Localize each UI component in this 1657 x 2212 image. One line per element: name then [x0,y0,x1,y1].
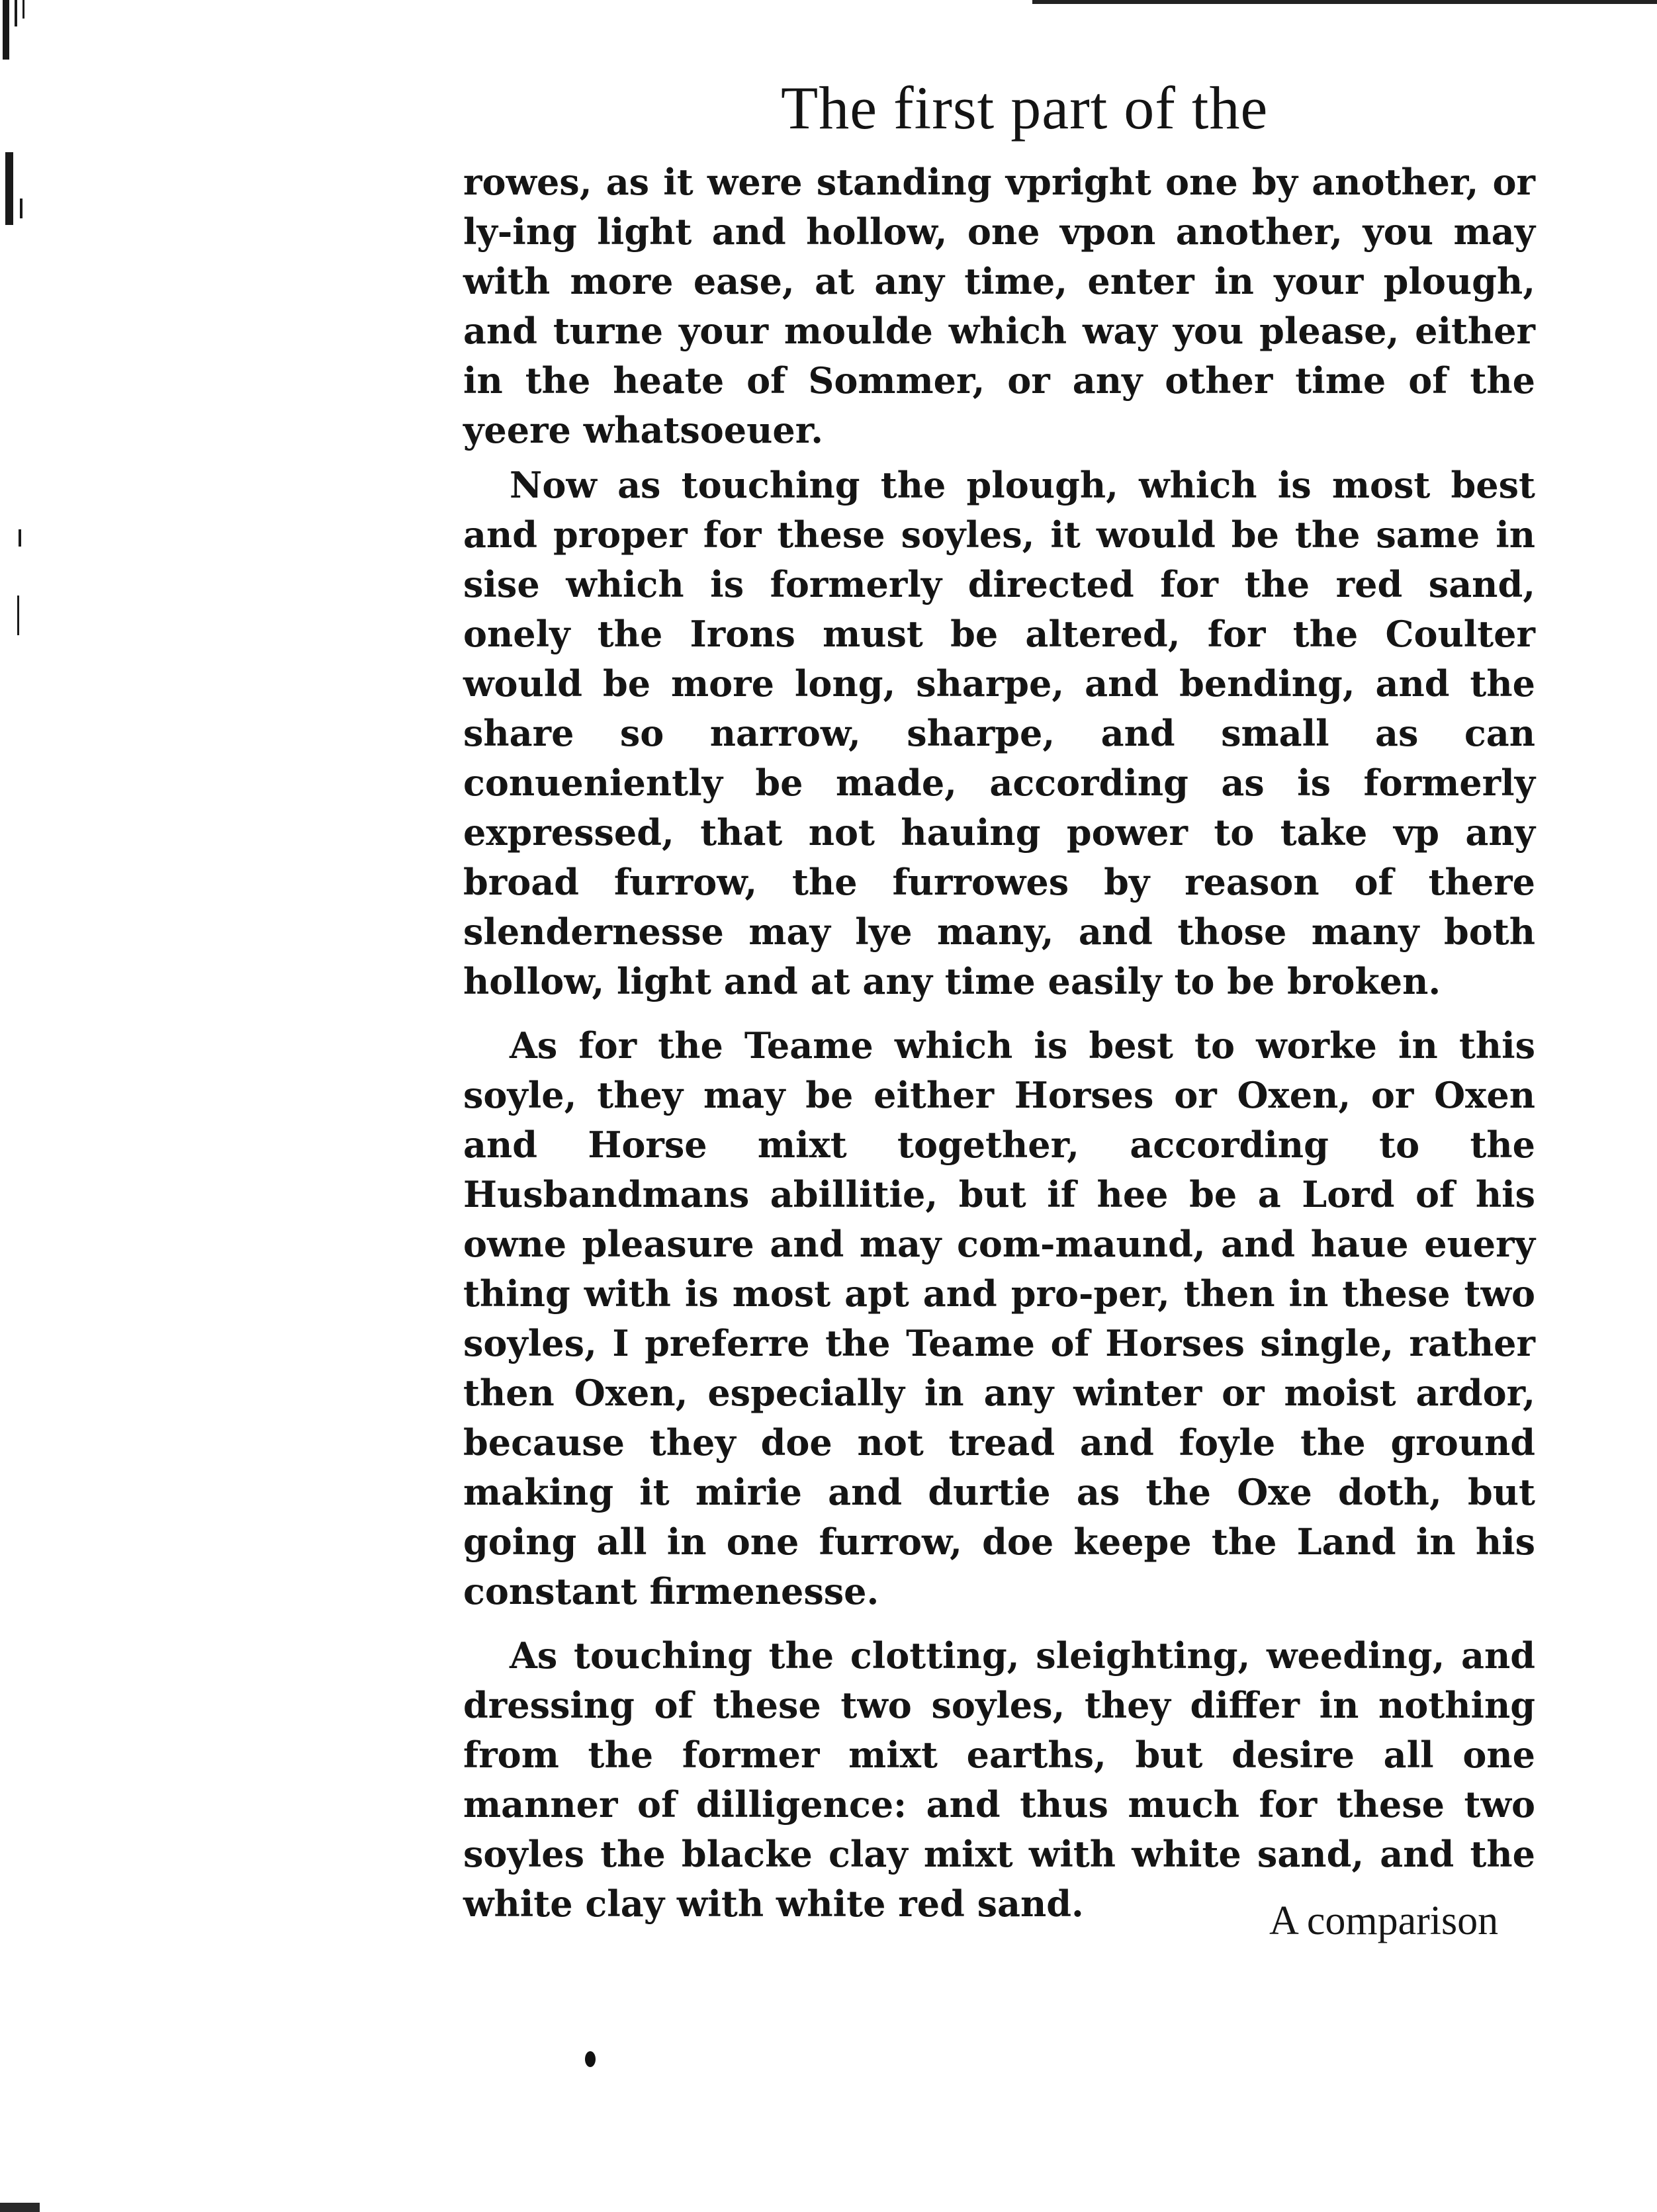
gutter-mark [22,0,24,19]
ink-blot [585,2051,596,2067]
paragraph-1: rowes, as it were standing vpright one by another, or ly‑ing light and hollow, one vpon another, you may with more ease, at any time, enter in your plough, and turne your moulde which way you please, either in the heate of Sommer, or any other time of the yeere whatsoeuer. [463,161,1535,451]
gutter-mark [17,596,19,635]
scan-top-rule [1032,0,1657,4]
catchword: A comparison [1269,1898,1499,1943]
paragraph-4: As touching the clotting, sleighting, weeding, and dressing of these two soyles, they differ in nothing from the former mixt earths, but desire all one manner of dilligence: and thus much for these two soyles the blacke clay mixt with white sand, and the white clay with white red sand. [463,1634,1535,1925]
gutter-mark [20,199,22,218]
scan-bottom-edge [0,2203,40,2212]
body-text [463,157,1535,1934]
gutter-mark [19,529,21,547]
gutter-mark [5,152,13,225]
gutter-mark [15,0,17,26]
paragraph-3: As for the Teame which is best to worke in this soyle, they may be either Horses or Oxen, or Oxen and Horse mixt together, according to the Husbandmans abillitie, but if hee be a Lord of his owne pleasure and may com‑maund, and haue euery thing with is most apt and pro‑per, then in these two soyles, I preferre the Teame of Horses single, rather then Oxen, especially in any winter or moist ardor, because they doe not tread and foyle the ground making it mirie and durtie as the Oxe doth, but going all in one furrow, doe keepe the Land in his constant firmenesse. [463,1024,1535,1613]
scan-gutter [0,0,40,2212]
gutter-mark [3,0,9,60]
paragraph-2: Now as touching the plough, which is most best and proper for these soyles, it would be the same in sise which is formerly directed for the red sand, onely the Irons must be altered, for the Coulter would be more long, sharpe, and bending, and the share so narrow, sharpe, and small as can conueniently be made, according as is formerly expressed, that not hauing power to take vp any broad furrow, the furrowes by reason of there slendernesse may lye many, and those many both hollow, light and at any time easily to be broken. [463,464,1535,1002]
running-head: The first part of the [781,74,1269,142]
